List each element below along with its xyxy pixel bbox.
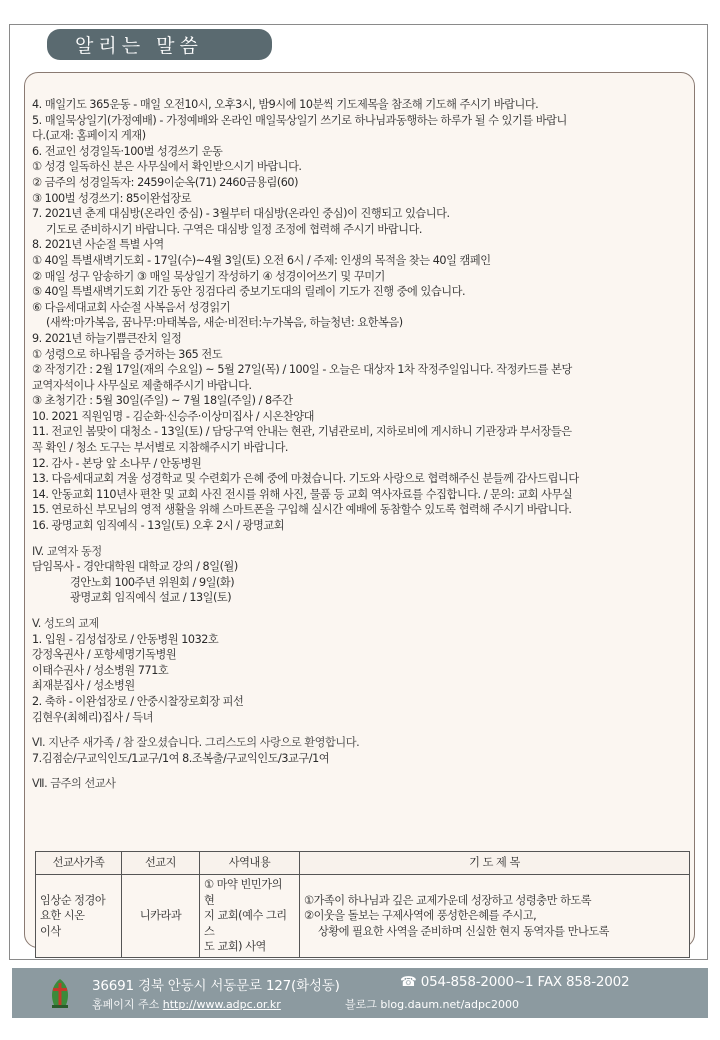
- notice-item: 다.(교재: 홈페이지 게재): [32, 129, 146, 143]
- newcomers-title: VI. 지난주 새가족 / 참 잘오셨습니다. 그리스도의 사랑으로 환영합니다.: [32, 736, 360, 750]
- missionary-work: [200, 875, 300, 958]
- prayer-line: 상황에 필요한 사역을 준비하며 신실한 현지 동역자를 만나도록: [318, 924, 610, 938]
- fellowship-line: 1. 입원 - 김성섭장로 / 안동병원 1032호: [32, 632, 219, 646]
- notice-item: ② 금주의 성경일독자: 2459이순옥(71) 2460금용림(60): [32, 175, 298, 189]
- family-line: 요한 시온: [40, 909, 85, 922]
- church-logo-icon: [46, 975, 74, 1011]
- homepage-label: 홈페이지 주소: [92, 998, 160, 1011]
- notice-item: 11. 전교인 봄맞이 대청소 - 13일(토) / 담당구역 안내는 현관, 기념관로비, 지하로비에 게시하니 기관장과 부서장들은: [32, 425, 572, 439]
- ministers-title: IV. 교역자 동정: [32, 544, 102, 558]
- notice-item: 8. 2021년 사순절 특별 사역: [32, 238, 164, 252]
- minister-line: 광명교회 임직예식 설교 / 13일(토): [70, 591, 232, 605]
- column-header: 선교사가족: [36, 852, 122, 875]
- notice-item: (새싹:마가복음, 꿈나무:마태복음, 새순·비전터:누가복음, 하늘청년: 요한복음): [46, 316, 403, 330]
- footer-address: 36691 경북 안동시 서동문로 127(화성동): [92, 978, 340, 994]
- prayer-line: ①가족이 하나님과 깊은 교제가운데 성장하고 성령충만 하도록: [304, 893, 592, 907]
- notice-item: 6. 전교인 성경일독·100벌 성경쓰기 운동: [32, 144, 223, 158]
- missionary-family: [36, 875, 122, 958]
- minister-line: 경안노회 100주년 위원회 / 9일(화): [70, 575, 235, 589]
- footer-phone: ☎ 054-858-2000~1 FAX 858-2002: [400, 974, 630, 990]
- homepage-link[interactable]: http://www.adpc.or.kr: [162, 998, 281, 1011]
- notice-item: 교역자석이나 사무실로 제출해주시기 바랍니다.: [32, 378, 252, 392]
- notice-item: ① 40일 특별새벽기도회 - 17일(수)~4월 3일(토) 오전 6시 / 주제: 인생의 목적을 찾는 40일 캠페인: [32, 253, 491, 267]
- notice-item: 9. 2021년 하늘기쁨큰잔치 일정: [32, 331, 182, 345]
- prayer-line: ②이웃을 돌보는 구제사역에 풍성한은혜를 주시고,: [304, 909, 537, 922]
- work-line: ① 마약 빈민가의 현: [204, 878, 282, 907]
- notice-item: ⑥ 다음세대교회 사순절 사복음서 성경읽기: [32, 300, 231, 314]
- notice-item: ③ 100벌 성경쓰기: 85이완섭장로: [32, 191, 192, 205]
- missionary-prayers: [300, 875, 690, 958]
- column-header: 선교지: [122, 852, 200, 875]
- fellowship-line: 강정옥권사 / 포항세명기독병원: [32, 648, 177, 662]
- missionary-field: 니카라과: [122, 875, 200, 958]
- notice-item: ② 매일 성구 암송하기 ③ 매일 묵상일기 작성하기 ④ 성경이어쓰기 및 꾸미기: [32, 269, 385, 283]
- newcomers-line: 7.김점순/구교익인도/1교구/1여 8.조복출/구교익인도/3교구/1여: [32, 751, 330, 765]
- fellowship-line: 2. 축하 - 이완섭장로 / 안중시찰장로회장 피선: [32, 694, 244, 708]
- notice-item: 13. 다음세대교회 겨울 성경학교 및 수련회가 은혜 중에 마쳤습니다. 기도와 사랑으로 협력해주신 분들께 감사드립니다: [32, 472, 579, 486]
- footer-homepage: [92, 996, 281, 1012]
- footer: [12, 968, 708, 1018]
- fellowship-title: V. 성도의 교제: [32, 617, 99, 630]
- notice-item: 7. 2021년 춘계 대심방(온라인 중심) - 3월부터 대심방(온라인 중심)이 진행되고 있습니다.: [32, 207, 450, 221]
- missionary-table: [35, 851, 690, 958]
- column-header: 사역내용: [200, 852, 300, 875]
- notice-item: 기도로 준비하시기 바랍니다. 구역은 대심방 일정 조정에 협력해 주시기 바랍니다.: [46, 222, 422, 236]
- table-row: [36, 875, 690, 958]
- notice-item: ③ 초청기간 : 5월 30일(주일) ~ 7월 18일(주일) / 8주간: [32, 394, 293, 408]
- notice-item: ⑤ 40일 특별새벽기도회 기간 동안 징검다리 중보기도대의 릴레이 기도가 진행 중에 있습니다.: [32, 285, 466, 299]
- notice-item: 꼭 확인 / 청소 도구는 부서별로 지참해주시기 바랍니다.: [32, 441, 289, 455]
- work-line: 지 교회(예수 그리스: [204, 909, 287, 938]
- missionary-title: Ⅶ. 금주의 선교사: [32, 777, 116, 791]
- notice-item: 5. 매일묵상일기(가정예배) - 가정예배와 온라인 매일묵상일기 쓰기로 하나님과동행하는 하루가 될 수 있기를 바랍니: [32, 113, 567, 127]
- notice-item: ① 성경 일독하신 분은 사무실에서 확인받으시기 바랍니다.: [32, 160, 302, 174]
- family-line: 임상순 정경아: [40, 893, 106, 907]
- table-header-row: [36, 852, 690, 875]
- notice-item: ② 작정기간 : 2월 17일(재의 수요일) ~ 5월 27일(목) / 100일 - 오늘은 대상자 1차 작정주일입니다. 작정카드를 본당: [32, 363, 572, 377]
- minister-line: 담임목사 - 경안대학원 대학교 강의 / 8일(월): [32, 560, 238, 574]
- notice-item: 14. 안동교회 110년사 편찬 및 교회 사진 전시를 위해 사진, 물품 등 교회 역사자료를 수집합니다. / 문의: 교회 사무실: [32, 487, 573, 501]
- fellowship-line: 이태수권사 / 성소병원 771호: [32, 663, 169, 677]
- notice-content: [32, 97, 692, 792]
- footer-blog: 블로그 blog.daum.net/adpc2000: [345, 998, 520, 1011]
- notice-item: 15. 연로하신 부모님의 영적 생활을 위해 스마트폰을 구입해 실시간 예배에 동참할수 있도록 협력해 주시기 바랍니다.: [32, 503, 572, 517]
- notice-item: 12. 감사 - 본당 앞 소나무 / 안동병원: [32, 456, 202, 470]
- notice-item: 4. 매일기도 365운동 - 매일 오전10시, 오후3시, 밤9시에 10분씩 기도제목을 참조해 기도해 주시기 바랍니다.: [32, 98, 539, 111]
- work-line: 도 교회) 사역: [204, 940, 266, 953]
- family-line: 이삭: [40, 924, 61, 938]
- fellowship-line: 최재분집사 / 성소병원: [32, 679, 135, 693]
- notice-item: 10. 2021 직원임명 - 김순화·신승주·이상미집사 / 시온찬양대: [32, 409, 315, 423]
- notice-item: 16. 광명교회 임직예식 - 13일(토) 오후 2시 / 광명교회: [32, 519, 285, 533]
- page-title: 알리는 말씀: [47, 29, 272, 60]
- notice-item: ① 성령으로 하나됨을 증거하는 365 전도: [32, 347, 223, 361]
- fellowship-line: 김현우(최혜리)집사 / 득녀: [32, 710, 153, 724]
- column-header: 기 도 제 목: [300, 852, 690, 875]
